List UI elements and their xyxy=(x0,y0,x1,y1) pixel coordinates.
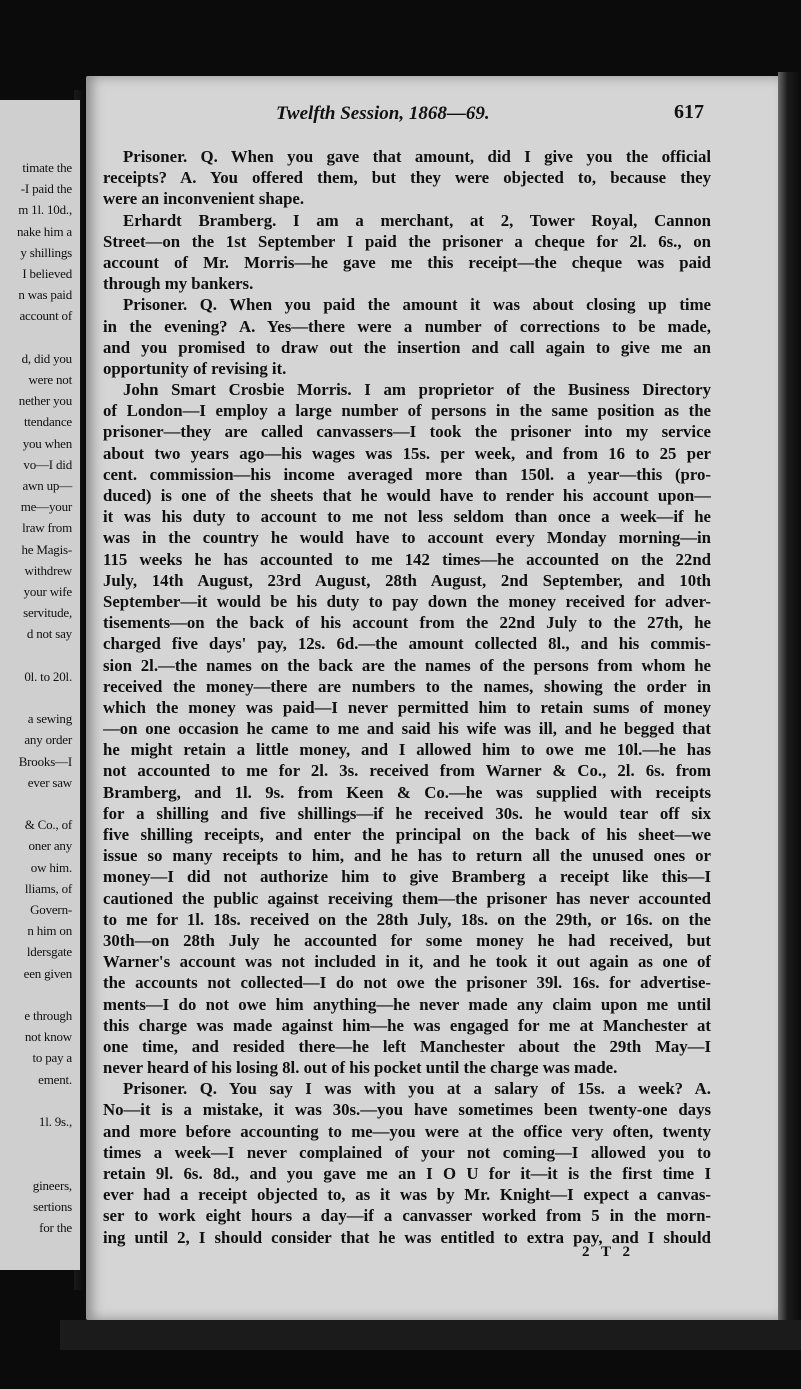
text-line: Prisoner. Q. When you paid the amount it was about closing up time xyxy=(123,295,711,315)
left-page-line: withdrew xyxy=(24,562,72,578)
left-page-line: ever saw xyxy=(27,774,72,790)
left-page-line: not know xyxy=(24,1029,72,1045)
left-page-line: n was paid xyxy=(18,287,72,303)
left-page-line: to pay a xyxy=(32,1050,72,1066)
left-page-line: oner any xyxy=(28,838,72,854)
text-line: Erhardt Bramberg. I am a merchant, at 2, Tower Royal, Cannon xyxy=(123,210,711,230)
text-line: about two years ago—his wages was 15s. per week, and from 16 to 25 per xyxy=(103,443,711,463)
left-page-line: me—your xyxy=(20,499,72,515)
text-line: he might retain a little money, and I allowed him to owe me 10l.—he has xyxy=(103,740,711,760)
text-line: this charge was made against him—he was engaged for me at Manchester at xyxy=(103,1015,711,1035)
left-page-line: ttendance xyxy=(23,414,72,430)
left-page-line: lraw from xyxy=(22,520,72,536)
text-line: Prisoner. Q. When you gave that amount, did I give you the official xyxy=(123,147,711,166)
left-page-line: een given xyxy=(23,965,72,981)
text-line: September—it would be his duty to pay down the money received for adver- xyxy=(103,591,711,611)
text-line: —on one occasion he came to me and said his wife was ill, and he begged that xyxy=(103,719,711,739)
text-line: ser to work eight hours a day—if a canvasser worked from 5 in the morn- xyxy=(103,1206,711,1226)
text-line: and more before accounting to me—you were at the office very often, twenty xyxy=(103,1121,711,1141)
text-line: to me for 1l. 18s. received on the 28th July, 18s. on the 29th, or 16s. on the xyxy=(103,909,711,929)
text-line: account of Mr. Morris—he gave me this receipt—the cheque was paid xyxy=(103,252,711,272)
text-line: 115 weeks he has accounted to me 142 times—he accounted on the 22nd xyxy=(103,549,711,569)
body-text xyxy=(103,146,711,1248)
facing-page-fragment xyxy=(0,100,80,1270)
text-line: prisoner—they are called canvassers—I took the prisoner into my service xyxy=(103,422,711,442)
running-title: Twelfth Session, 1868—69. xyxy=(276,103,490,124)
page-header xyxy=(86,103,780,131)
left-page-line: you when xyxy=(22,435,72,451)
book-page xyxy=(86,76,780,1320)
signature-mark: 2 T 2 xyxy=(582,1244,634,1260)
text-line: which the money was paid—I never permitted him to retain sums of money xyxy=(103,697,711,717)
text-line: never heard of his losing 8l. out of his pocket until the charge was made. xyxy=(103,1058,618,1078)
text-line: Prisoner. Q. You say I was with you at a salary of 15s. a week? A. xyxy=(123,1079,711,1099)
text-line: tisements—on the back of his account from the 22nd July to the 27th, he xyxy=(103,613,711,633)
left-page-line: vo—I did xyxy=(23,456,72,472)
left-page-line: 0l. to 20l. xyxy=(24,668,72,684)
text-line: retain 9l. 6s. 8d., and you gave me an I O U for it—it is the first time I xyxy=(103,1164,711,1183)
text-line: one time, and resided there—he left Manchester about the 29th May—I xyxy=(103,1036,711,1056)
text-line: ments—I do not owe him anything—he never made any claim upon me until xyxy=(103,994,711,1014)
left-page-line: were not xyxy=(28,372,72,387)
text-line: times a week—I never complained of your not coming—I allowed you to xyxy=(103,1142,711,1162)
left-page-line: your wife xyxy=(23,584,72,599)
text-line: issue so many receipts to him, and he has to return all the unused ones or xyxy=(103,846,711,866)
left-page-line: servitude, xyxy=(23,605,72,621)
left-page-line: -I paid the xyxy=(20,181,72,197)
text-line: of London—I employ a large number of persons in the same position as the xyxy=(103,401,711,421)
left-page-line: any order xyxy=(24,732,72,748)
left-page-line: lliams, of xyxy=(24,880,72,896)
text-line: money—I did not authorize him to give Bramberg a receipt like this—I xyxy=(103,867,711,887)
text-line: through my bankers. xyxy=(103,274,254,294)
left-page-line: & Co., of xyxy=(24,817,72,833)
text-line: ing until 2, I should consider that he was entitled to extra pay, and I should xyxy=(103,1227,711,1247)
text-line: was in the country he would have to account every Monday morning—in xyxy=(103,528,711,548)
page-number: 617 xyxy=(674,101,704,123)
text-line: in the evening? A. Yes—there were a number of corrections to be made, xyxy=(103,316,711,336)
bottom-shadow xyxy=(60,1320,801,1350)
text-line: ever had a receipt objected to, as it was by Mr. Knight—I expect a canvas- xyxy=(103,1185,711,1205)
text-line: Street—on the 1st September I paid the prisoner a cheque for 2l. 6s., on xyxy=(103,231,711,251)
text-line: for a shilling and five shillings—if he received 30s. he would tear off six xyxy=(103,803,711,823)
text-line: Bramberg, and 1l. 9s. from Keen & Co.—he was supplied with receipts xyxy=(103,782,711,802)
left-page-line: awn up— xyxy=(22,478,72,493)
left-page-line: I believed xyxy=(22,266,72,281)
left-page-line: a sewing xyxy=(27,711,72,727)
left-page-line: timate the xyxy=(22,160,72,175)
text-line: duced) is one of the sheets that he would have to render his account upon— xyxy=(103,486,711,505)
left-page-line: ement. xyxy=(38,1071,72,1087)
text-line: it was his duty to account to me not less seldom than once a week—if he xyxy=(103,507,711,527)
left-page-line: Brooks—I xyxy=(18,753,72,769)
text-line: the accounts not collected—I do not owe the prisoner 39l. 16s. for advertise- xyxy=(103,973,711,993)
text-line: charged five days' pay, 12s. 6d.—the amount collected 8l., and his commis- xyxy=(103,634,711,654)
text-line: Warner's account was not included in it, and he took it out again as one of xyxy=(103,952,711,972)
text-line: and you promised to draw out the insertion and call again to give me an xyxy=(103,337,711,357)
left-page-line: sertions xyxy=(33,1198,72,1214)
left-page-line: n him on xyxy=(27,923,72,939)
text-line: No—it is a mistake, it was 30s.—you have sometimes been twenty-one days xyxy=(103,1100,711,1120)
left-page-line: d, did you xyxy=(21,350,72,366)
text-line: cautioned the public against receiving them—the prisoner has never accounted xyxy=(103,888,711,908)
left-page-line: e through xyxy=(24,1008,72,1023)
left-page-line: gineers, xyxy=(32,1177,72,1193)
left-page-line: ow him. xyxy=(30,859,72,875)
left-page-line: account of xyxy=(19,308,72,324)
left-page-line: ldersgate xyxy=(26,944,72,960)
left-page-line: m 1l. 10d., xyxy=(18,202,72,218)
text-line: five shilling receipts, and enter the principal on the back of his sheet—we xyxy=(103,825,711,844)
text-line: opportunity of revising it. xyxy=(103,358,287,378)
text-line: cent. commission—his income averaged more than 150l. a year—this (pro- xyxy=(103,464,711,484)
left-page-line: nake him a xyxy=(16,223,72,239)
left-page-line: 1l. 9s., xyxy=(38,1114,72,1129)
left-page-line: y shillings xyxy=(20,244,72,260)
left-page-line: for the xyxy=(39,1220,72,1235)
left-page-line: he Magis- xyxy=(21,541,72,557)
left-page-line: d not say xyxy=(26,626,72,642)
text-line: 30th—on 28th July he accounted for some money he had received, but xyxy=(103,930,711,950)
text-line: not accounted to me for 2l. 3s. received from Warner & Co., 2l. 6s. from xyxy=(103,761,711,781)
left-page-line: Govern- xyxy=(30,902,72,917)
text-line: received the money—there are numbers to the names, showing the order in xyxy=(103,676,711,696)
text-line: were an inconvenient shape. xyxy=(103,189,305,209)
text-line: July, 14th August, 23rd August, 28th August, 2nd September, and 10th xyxy=(103,570,711,590)
left-page-line: nether you xyxy=(18,393,72,409)
text-line: sion 2l.—the names on the back are the names of the persons from whom he xyxy=(103,655,711,675)
text-line: John Smart Crosbie Morris. I am proprietor of the Business Directory xyxy=(123,380,711,400)
text-line: receipts? A. You offered them, but they were objected to, because they xyxy=(103,168,711,188)
page-edge-shadow xyxy=(778,72,801,1332)
